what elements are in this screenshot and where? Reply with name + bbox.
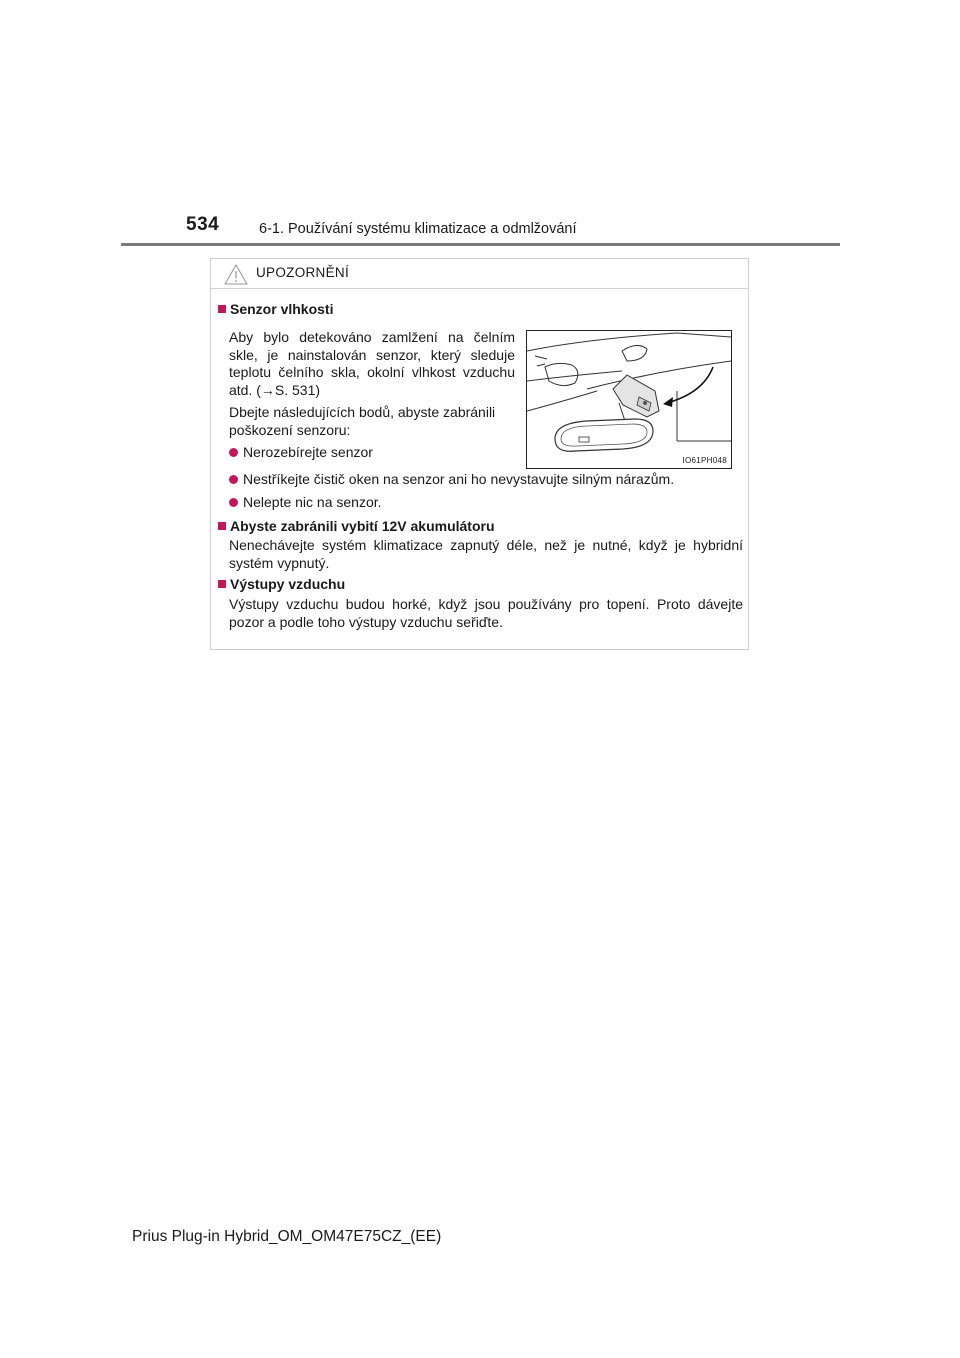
list-bullet	[229, 475, 238, 484]
section-heading: Senzor vlhkosti	[230, 301, 334, 317]
warning-box	[210, 258, 749, 650]
mirror-sensor-drawing	[527, 331, 731, 468]
section-bullet	[218, 580, 226, 588]
warning-label: UPOZORNĚNÍ	[256, 265, 350, 280]
section-bullet	[218, 305, 226, 313]
sensor-instruction-text: Dbejte následujících bodů, abyste zabránili poškození senzoru:	[229, 404, 496, 438]
header-rule	[121, 243, 840, 246]
warning-header	[211, 259, 748, 289]
section-text: Výstupy vzduchu budou horké, když jsou používány pro topení. Proto dávejte pozor a podle toho výstupy vzduchu seřiďte.	[229, 596, 743, 630]
list-bullet	[229, 448, 238, 457]
list-item: Nestříkejte čistič oken na senzor ani ho nevystavujte silným nárazům.	[243, 471, 675, 487]
warning-triangle-icon	[224, 264, 248, 285]
list-item: Nelepte nic na senzor.	[243, 494, 382, 510]
section-heading: Výstupy vzduchu	[230, 576, 346, 592]
footer-document-id: Prius Plug-in Hybrid_OM_OM47E75CZ_(EE)	[132, 1228, 442, 1245]
section-bullet	[218, 522, 226, 530]
sensor-intro-text: Aby bylo detekováno zamlžení na čelním skle, je nainstalován senzor, který sleduje teplotu čelního skla, okolní vlhkost vzduchu atd. (→S. 531)	[229, 329, 515, 398]
figure-code: IO61PH048	[682, 456, 727, 465]
list-bullet	[229, 498, 238, 507]
list-item: Nerozebírejte senzor	[243, 444, 373, 460]
page-number: 534	[186, 214, 220, 235]
section-title: 6-1. Používání systému klimatizace a odmlžování	[259, 221, 577, 237]
section-heading: Abyste zabránili vybití 12V akumulátoru	[230, 518, 495, 534]
sensor-illustration	[526, 330, 732, 469]
section-text: Nenechávejte systém klimatizace zapnutý déle, než je nutné, když je hybridní systém vypnutý.	[229, 537, 743, 571]
